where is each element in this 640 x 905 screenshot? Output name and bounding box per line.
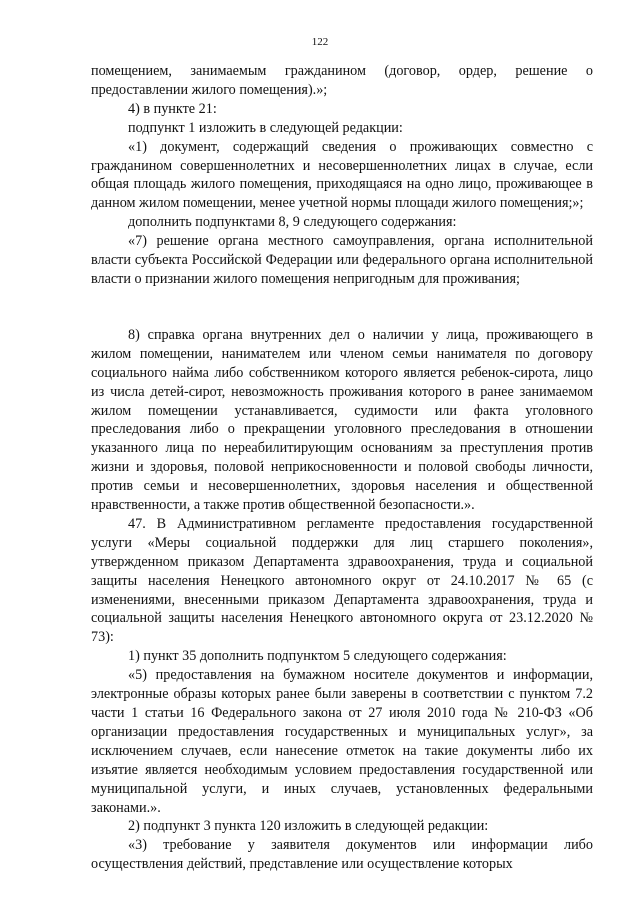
paragraph-gap bbox=[91, 289, 593, 326]
paragraph-subitem-5: «5) предоставления на бумажном носителе документов и информации, электронные образы которых ранее были заверены в соответствии с пунктом 7.2 части 1 статьи 16 Федерального закона от 27 июля 2010 года № 210-ФЗ «Об организации предоставления государственных и муниципальных услуг», за исключением случаев, если нанесение отметок на такие документы либо их изъятие является необходимым условием предоставления государственной или муниципальной услуги, и иных случаев, установленных федеральными законами.». bbox=[91, 667, 593, 816]
paragraph-item-2-intro: 2) подпункт 3 пункта 120 изложить в следующей редакции: bbox=[128, 818, 489, 835]
paragraph-item-1-intro: 1) пункт 35 дополнить подпунктом 5 следующего содержания: bbox=[128, 648, 507, 665]
paragraph-subitem-3: «3) требование у заявителя документов или информации либо осуществления действий, представление или осуществление которых bbox=[91, 837, 593, 873]
paragraph-subitem-1-text: «1) документ, содержащий сведения о проживающих совместно с гражданином совершеннолетних и несовершеннолетних лицах в случае, если общая площадь жилого помещения, приходящаяся на одно лицо, проживающее в данном жилом помещении, менее учетной нормы площади жилого помещения;»; bbox=[91, 138, 593, 212]
paragraph-add-subitems-intro: дополнить подпунктами 8, 9 следующего содержания: bbox=[128, 214, 457, 231]
paragraph-section-47: 47. В Административном регламенте предоставления государственной услуги «Меры социальной поддержки для лиц старшего поколения», утвержденном приказом Департамента здравоохранения, труда и социальной защиты населения Ненецкого автономного округ от 24.10.2017 № 65 (с изменениями, внесенными приказом Департамента здравоохранения, труда и социальной защиты населения Ненецкого автономного округа от 23.12.2020 № 73): bbox=[91, 515, 593, 646]
paragraph-subitem-1-intro: подпункт 1 изложить в следующей редакции: bbox=[128, 119, 403, 136]
page-number: 122 bbox=[311, 36, 329, 48]
paragraph-subitem-8: 8) справка органа внутренних дел о наличии у лица, проживающего в жилом помещении, нанимателем или членом семьи нанимателя по договору социального найма либо собственником которого является ребенок-сирота, лицо из числа детей-сирот, невозможность проживания которого в ранее занимаемом жилом помещении устанавливается, судимости или факта уголовного преследования либо о прекращении уголовного преследования в отношении указанного лица по нереабилитирующим основаниям за преступления против жизни и здоровья, половой неприкосновенности и половой свободы личности, против семьи и несовершеннолетних, здоровья населения и общественной нравственности, а также против общественной безопасности.». bbox=[91, 326, 593, 514]
paragraph-continuation: помещением, занимаемым гражданином (договор, ордер, решение о предоставлении жилого помещения).»; bbox=[91, 63, 593, 98]
paragraph-subitem-7: «7) решение органа местного самоуправления, органа исполнительной власти субъекта Российской Федерации или федерального органа исполнительной власти о признании жилого помещения непригодным для проживания; bbox=[91, 233, 593, 287]
paragraph-item-4: 4) в пункте 21: bbox=[128, 100, 217, 117]
document-body bbox=[91, 62, 593, 874]
